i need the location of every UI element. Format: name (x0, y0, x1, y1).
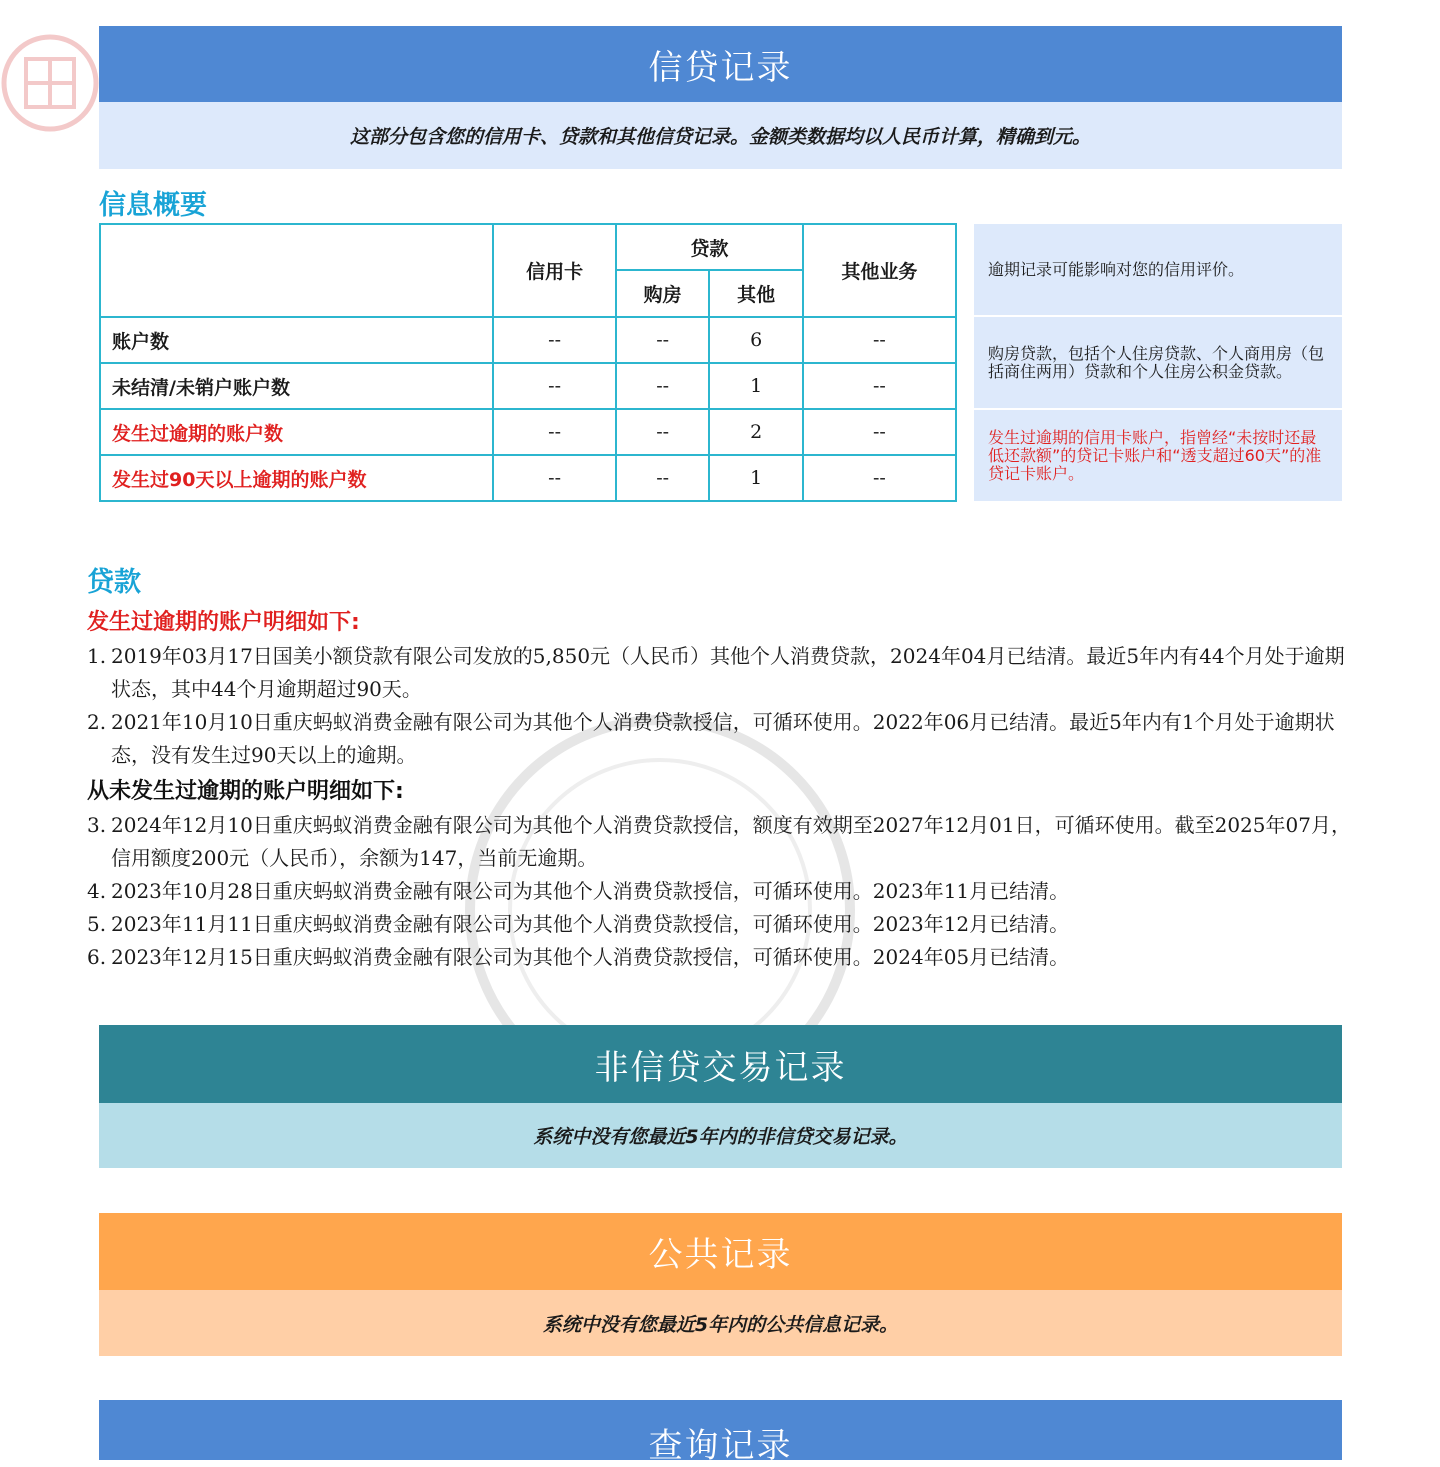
clean-heading: 从未发生过逾期的账户明细如下: (87, 779, 404, 804)
item-number: 3. (87, 813, 107, 837)
item-text: 2023年11月11日重庆蚂蚁消费金融有限公司为其他个人消费贷款授信，可循环使用。2023年12月已结清。 (111, 912, 1070, 936)
watermark-seal-icon (0, 25, 110, 145)
header-loan: 贷款 (616, 224, 803, 270)
non-credit-subtitle: 系统中没有您最近5年内的非信贷交易记录。 (99, 1103, 1342, 1168)
cell-housing: -- (616, 409, 709, 455)
cell-other-business: -- (803, 409, 956, 455)
cell-credit-card: -- (493, 455, 616, 501)
row-label: 未结清/未销户账户数 (100, 363, 493, 409)
list-item (87, 908, 1355, 941)
list-item (87, 706, 1355, 772)
cell-other-business: -- (803, 455, 956, 501)
item-text: 2024年12月10日重庆蚂蚁消费金融有限公司为其他个人消费贷款授信，额度有效期至2027年12月01日，可循环使用。截至2025年07月，信用额度200元（人民币），余额为147，当前无逾期。 (111, 813, 1351, 870)
item-number: 2. (87, 710, 107, 734)
table-row (100, 363, 956, 409)
cell-housing: -- (616, 317, 709, 363)
loan-details (87, 560, 1355, 974)
header-other: 其他 (709, 270, 802, 317)
item-number: 4. (87, 879, 107, 903)
credit-record-header: 信贷记录 (99, 26, 1342, 102)
public-record-subtitle: 系统中没有您最近5年内的公共信息记录。 (99, 1290, 1342, 1356)
header-other-business: 其他业务 (803, 224, 956, 317)
note-overdue-card: 发生过逾期的信用卡账户，指曾经“未按时还最低还款额”的贷记卡账户和“透支超过60天”的准贷记卡账户。 (974, 410, 1342, 501)
header-housing: 购房 (616, 270, 709, 317)
item-text: 2023年10月28日重庆蚂蚁消费金融有限公司为其他个人消费贷款授信，可循环使用。2023年11月已结清。 (111, 879, 1070, 903)
row-label: 账户数 (100, 317, 493, 363)
list-item (87, 809, 1355, 875)
item-number: 6. (87, 945, 107, 969)
cell-credit-card: -- (493, 363, 616, 409)
table-row (100, 317, 956, 363)
cell-credit-card: -- (493, 409, 616, 455)
cell-housing: -- (616, 455, 709, 501)
item-text: 2023年12月15日重庆蚂蚁消费金融有限公司为其他个人消费贷款授信，可循环使用。2024年05月已结清。 (111, 945, 1070, 969)
list-item (87, 640, 1355, 706)
item-text: 2019年03月17日国美小额贷款有限公司发放的5,850元（人民币）其他个人消费贷款，2024年04月已结清。最近5年内有44个月处于逾期状态，其中44个月逾期超过90天。 (111, 644, 1345, 701)
loan-title: 贷款 (87, 567, 141, 598)
non-credit-header: 非信贷交易记录 (99, 1025, 1342, 1103)
cell-other: 1 (709, 455, 802, 501)
summary-title: 信息概要 (99, 190, 207, 221)
list-item (87, 941, 1355, 974)
cell-other: 1 (709, 363, 802, 409)
note-housing-loan: 购房贷款，包括个人住房贷款、个人商用房（包括商住两用）贷款和个人住房公积金贷款。 (974, 317, 1342, 408)
table-corner (100, 224, 493, 317)
item-number: 1. (87, 644, 107, 668)
item-number: 5. (87, 912, 107, 936)
overdue-heading: 发生过逾期的账户明细如下: (87, 610, 360, 635)
cell-other: 6 (709, 317, 802, 363)
table-row (100, 455, 956, 501)
item-text: 2021年10月10日重庆蚂蚁消费金融有限公司为其他个人消费贷款授信，可循环使用。2022年06月已结清。最近5年内有1个月处于逾期状态，没有发生过90天以上的逾期。 (111, 710, 1335, 767)
summary-notes (974, 224, 1342, 503)
query-record-header: 查询记录 (99, 1400, 1342, 1460)
cell-housing: -- (616, 363, 709, 409)
summary-table (99, 223, 957, 502)
cell-other: 2 (709, 409, 802, 455)
cell-credit-card: -- (493, 317, 616, 363)
row-label: 发生过逾期的账户数 (100, 409, 493, 455)
public-record-header: 公共记录 (99, 1213, 1342, 1290)
note-overdue-impact: 逾期记录可能影响对您的信用评价。 (974, 224, 1342, 315)
table-row (100, 409, 956, 455)
row-label: 发生过90天以上逾期的账户数 (100, 455, 493, 501)
header-credit-card: 信用卡 (493, 224, 616, 317)
list-item (87, 875, 1355, 908)
credit-record-subtitle: 这部分包含您的信用卡、贷款和其他信贷记录。金额类数据均以人民币计算，精确到元。 (99, 102, 1342, 169)
cell-other-business: -- (803, 363, 956, 409)
cell-other-business: -- (803, 317, 956, 363)
